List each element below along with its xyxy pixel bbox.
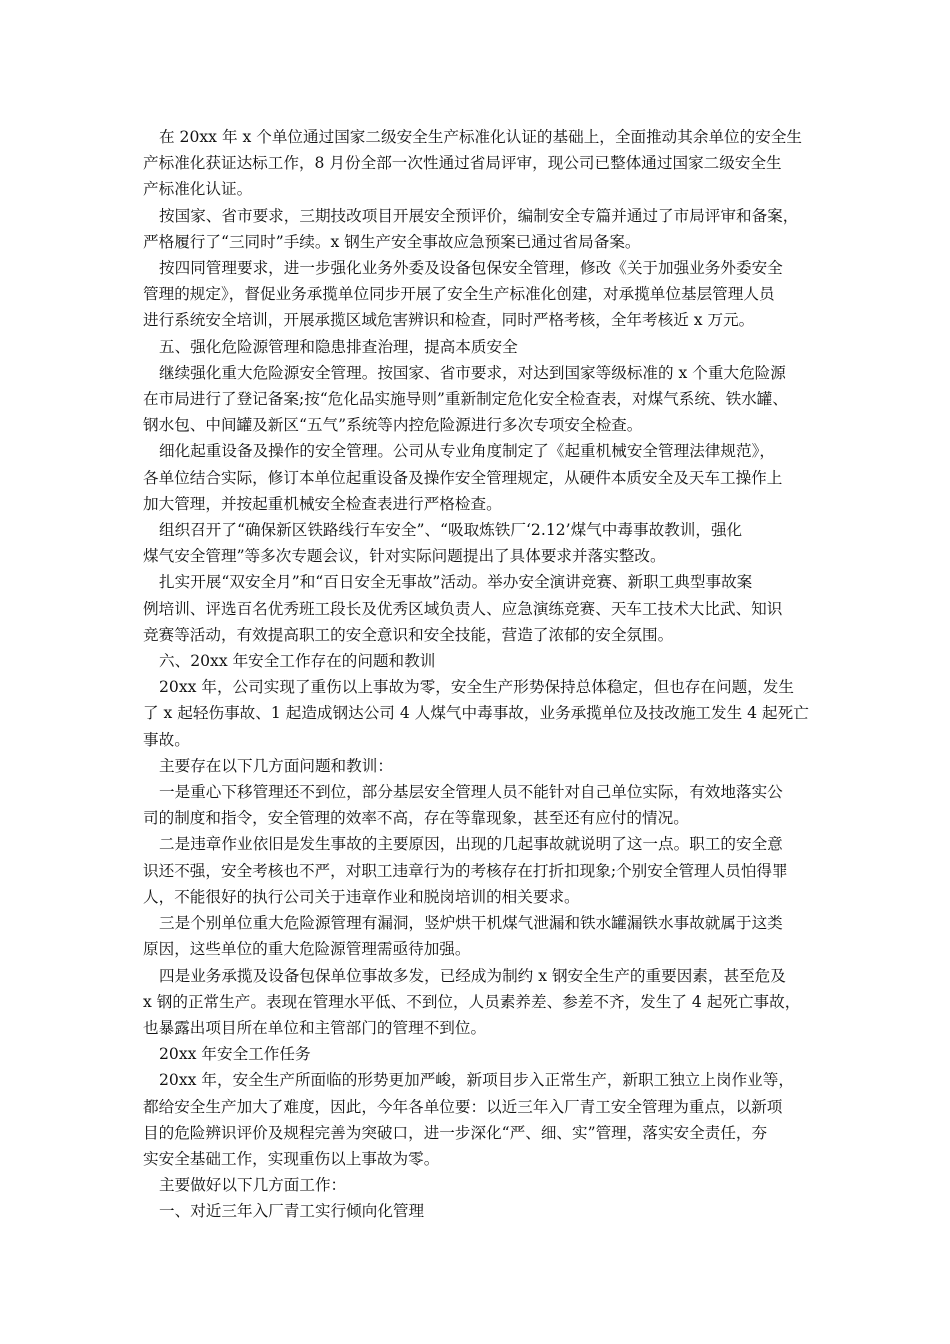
text-line: 五、强化危险源管理和隐患排查治理，提高本质安全 xyxy=(159,337,518,356)
text-line: 20xx 年，安全生产所面临的形势更加严峻，新项目步入正常生产，新职工独立上岗作业等， xyxy=(159,1071,794,1090)
text-line: 组织召开了“确保新区铁路线行车安全”、“吸取炼铁厂‘2.12’煤气中毒事故教训，强化 xyxy=(159,521,743,540)
text-line: 在 20xx 年 x 个单位通过国家二级安全生产标准化认证的基础上，全面推动其余单位的安全生 xyxy=(159,128,803,146)
text-line: 事故。 xyxy=(143,730,190,749)
text-line: 也暴露出项目所在单位和主管部门的管理不到位。 xyxy=(143,1018,487,1037)
text-line: 钢水包、中间罐及新区“五气”系统等内控危险源进行多次专项安全检查。 xyxy=(143,416,643,435)
text-line: 一、对近三年入厂青工实行倾向化管理 xyxy=(159,1202,425,1221)
text-line: 司的制度和指令，安全管理的效率不高，存在等靠现象，甚至还有应付的情况。 xyxy=(143,809,689,828)
paragraph xyxy=(143,963,823,1042)
paragraph xyxy=(143,517,823,569)
text-line: 在市局进行了登记备案;按“危化品实施导则”重新制定危化安全检查表，对煤气系统、铁水罐、 xyxy=(143,390,788,409)
paragraph xyxy=(143,648,823,674)
text-line: 管理的规定》，督促业务承揽单位同步开展了安全生产标准化创建，对承揽单位基层管理人员 xyxy=(143,285,775,304)
paragraph xyxy=(143,360,823,439)
paragraph xyxy=(143,674,823,753)
paragraph xyxy=(143,1067,823,1172)
text-line: 进行系统安全培训，开展承揽区域危害辨识和检查，同时严格考核，全年考核近 x 万元。 xyxy=(143,311,755,330)
text-line: 细化起重设备及操作的安全管理。公司从专业角度制定了《起重机械安全管理法律规范》， xyxy=(159,442,775,461)
text-line: 四是业务承揽及设备包保单位事故多发，已经成为制约 x 钢安全生产的重要因素，甚至危及 xyxy=(159,966,786,985)
text-line: 识还不强，安全考核也不严，对职工违章行为的考核存在打折扣现象;个别安全管理人员怕得罪 xyxy=(143,861,788,880)
text-line: 产标准化认证。 xyxy=(143,180,253,199)
text-line: 20xx 年，公司实现了重伤以上事故为零，安全生产形势保持总体稳定，但也存在问题，发生 xyxy=(159,678,794,697)
text-line: 主要存在以下几方面问题和教训： xyxy=(159,756,393,775)
text-line: 扎实开展“双安全月”和“百日安全无事故”活动。举办安全演讲竞赛、新职工典型事故案 xyxy=(159,573,753,592)
text-line: 六、20xx 年安全工作存在的问题和教训 xyxy=(159,652,436,671)
text-line: 例培训、评选百名优秀班工段长及优秀区域负责人、应急演练竞赛、天车工技术大比武、知识 xyxy=(143,599,783,618)
text-line: 人，不能很好的执行公司关于违章作业和脱岗培训的相关要求。 xyxy=(143,887,580,906)
text-line: 各单位结合实际，修订本单位起重设备及操作安全管理规定，从硬件本质安全及天车工操作上 xyxy=(143,468,783,487)
paragraph xyxy=(143,1198,823,1224)
text-line: 竞赛等活动，有效提高职工的安全意识和安全技能，营造了浓郁的安全氛围。 xyxy=(143,625,674,644)
paragraph xyxy=(143,569,823,648)
paragraph xyxy=(143,255,823,334)
text-line: 煤气安全管理”等多次专题会议，针对实际问题提出了具体要求并落实整改。 xyxy=(143,547,666,566)
text-line: 主要做好以下几方面工作： xyxy=(159,1176,347,1195)
text-line: x 钢的正常生产。表现在管理水平低、不到位，人员素养差、参差不齐，发生了 4 起死亡事故， xyxy=(143,992,801,1011)
paragraph xyxy=(143,831,823,910)
text-line: 了 x 起轻伤事故、1 起造成钢达公司 4 人煤气中毒事故，业务承揽单位及技改施工发生 4 起死亡 xyxy=(143,704,809,723)
text-line: 继续强化重大危险源安全管理。按国家、省市要求，对达到国家等级标准的 x 个重大危险源 xyxy=(159,363,786,382)
text-line: 原因，这些单位的重大危险源管理需亟待加强。 xyxy=(143,940,471,959)
text-line: 20xx 年安全工作任务 xyxy=(159,1045,311,1064)
text-line: 严格履行了“三同时”手续。x 钢生产安全事故应急预案已通过省局备案。 xyxy=(143,232,641,251)
text-line: 加大管理，并按起重机械安全检查表进行严格检查。 xyxy=(143,494,502,513)
paragraph xyxy=(143,779,823,831)
document-body xyxy=(143,124,823,1225)
paragraph xyxy=(143,1041,823,1067)
paragraph xyxy=(143,203,823,255)
text-line: 产标准化获证达标工作，8 月份全部一次性通过省局评审，现公司已整体通过国家二级安全生 xyxy=(143,154,782,173)
paragraph xyxy=(143,910,823,962)
text-line: 按国家、省市要求，三期技改项目开展安全预评价，编制安全专篇并通过了市局评审和备案， xyxy=(159,206,799,225)
paragraph xyxy=(143,753,823,779)
text-line: 都给安全生产加大了难度，因此，今年各单位要：以近三年入厂青工安全管理为重点，以新项 xyxy=(143,1097,783,1116)
text-line: 三是个别单位重大危险源管理有漏洞，竖炉烘干机煤气泄漏和铁水罐漏铁水事故就属于这类 xyxy=(159,914,783,933)
paragraph xyxy=(143,438,823,517)
text-line: 一是重心下移管理还不到位，部分基层安全管理人员不能针对自己单位实际，有效地落实公 xyxy=(159,783,783,802)
text-line: 按四同管理要求，进一步强化业务外委及设备包保安全管理，修改《关于加强业务外委安全 xyxy=(159,259,783,278)
text-line: 实安全基础工作，实现重伤以上事故为零。 xyxy=(143,1149,440,1168)
text-line: 目的危险辨识评价及规程完善为突破口，进一步深化“严、细、实”管理，落实安全责任，夯 xyxy=(143,1123,768,1142)
paragraph xyxy=(143,334,823,360)
text-line: 二是违章作业依旧是发生事故的主要原因，出现的几起事故就说明了这一点。职工的安全意 xyxy=(159,835,783,854)
paragraph xyxy=(143,1172,823,1198)
paragraph xyxy=(143,124,823,203)
